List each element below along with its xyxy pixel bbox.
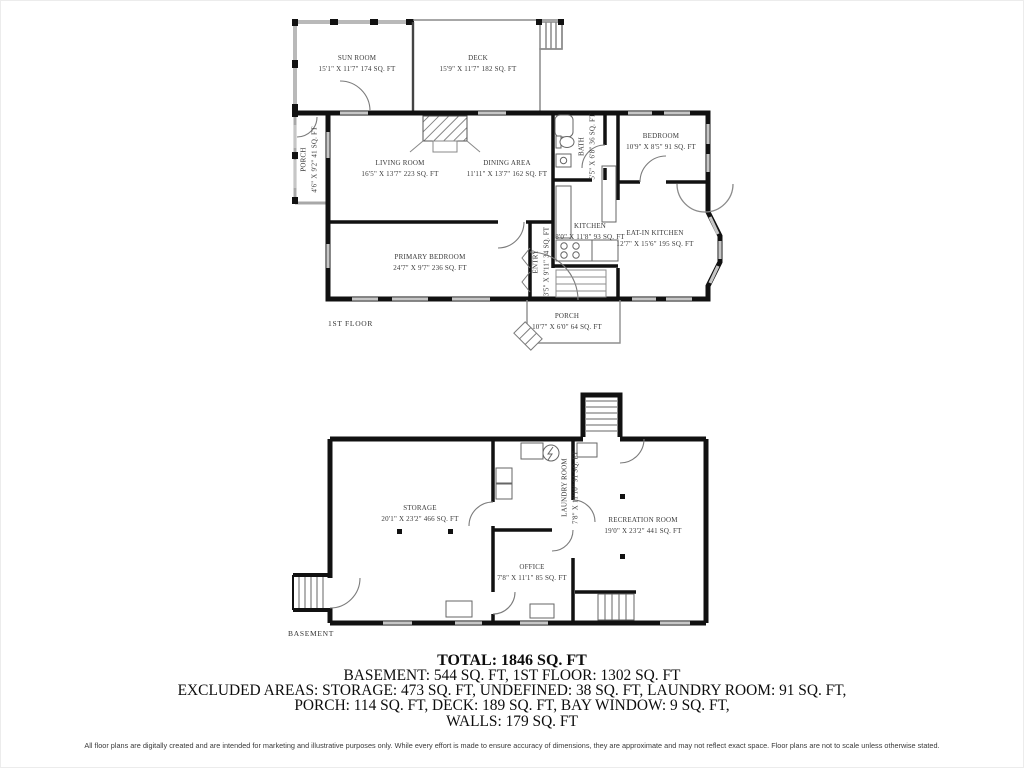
recreation-room-name: RECREATION ROOM [608,516,678,524]
room-label-storage [355,503,485,524]
bedroom-name: BEDROOM [642,132,680,140]
summary-excluded-3: WALLS: 179 SQ. FT [446,712,578,730]
front-porch-name: PORCH [554,312,580,320]
laundry-room-name: LAUNDRY ROOM [560,458,569,517]
room-label-side-porch [299,95,320,225]
electrical-panel-icon [543,445,559,461]
bath-name: BATH [577,136,586,157]
kitchen-name: KITCHEN [573,222,607,230]
storage-dims: 20'1" X 23'2" 466 SQ. FT [381,514,459,523]
eat-in-kitchen-dims: 12'7" X 15'6" 195 SQ. FT [616,239,694,248]
side-porch-dims: 4'6" X 9'2" 41 SQ. FT [310,126,318,193]
basement-exterior-stairs [293,575,330,610]
deck-dims: 15'9" X 11'7" 182 SQ. FT [439,64,517,73]
primary-bedroom-dims: 24'7" X 9'7" 236 SQ. FT [393,263,467,272]
summary-total: TOTAL: 1846 SQ. FT [437,652,587,669]
kitchen-dims: 8'0" X 11'8" 93 SQ. FT [555,232,625,241]
sun-room-name: SUN ROOM [337,54,377,62]
side-porch-name: PORCH [299,147,308,172]
room-label-front-porch [502,311,632,332]
bulkhead-stairs [586,401,617,431]
front-porch-dims: 10'7" X 6'0" 64 SQ. FT [532,322,602,331]
dryer [496,484,512,499]
room-label-deck [413,53,543,74]
first-floor-caption: 1ST FLOOR [328,319,374,328]
living-room-name: LIVING ROOM [375,159,425,167]
laundry-appliance [521,443,543,459]
rec-room-stairs [598,594,634,620]
bath-dims: 5'5" X 6'8" 36 SQ. FT [588,113,596,180]
washer [496,468,512,483]
area-summary [0,653,1024,729]
entry-dims: 3'5" X 9'11" 34 SQ. FT [542,226,550,297]
room-label-entry [531,197,552,327]
toilet-bowl [560,137,574,148]
electrical-bolt-icon [548,447,553,460]
bathtub [555,115,573,137]
deck-name: DECK [468,54,488,62]
entry-name: ENTRY [531,249,540,274]
room-label-office [467,562,597,583]
room-label-bath [577,82,598,212]
eat-in-kitchen-name: EAT-IN KITCHEN [626,229,684,237]
office-dims: 7'8" X 11'1" 85 SQ. FT [497,573,567,582]
disclaimer-text: All floor plans are digitally created and are intended for marketing and illustrative purposes only. While every effort is made to ensure accuracy of dimensions, they are approximate and may not reflect exact space. Floor plans are not to scale unless otherwise stated. [84,741,940,750]
dining-area-name: DINING AREA [483,159,531,167]
primary-bedroom-name: PRIMARY BEDROOM [394,253,466,261]
summary-floors: BASEMENT: 544 SQ. FT, 1ST FLOOR: 1302 SQ. FT [343,667,681,684]
office-name: OFFICE [519,563,545,571]
stairs-to-basement [556,270,606,297]
summary-excluded-1: EXCLUDED AREAS: STORAGE: 473 SQ. FT, UNDEFINED: 38 SQ. FT, LAUNDRY ROOM: 91 SQ. FT, [177,682,847,700]
room-label-eat-in-kitchen [590,228,720,249]
dining-area-dims: 11'11" X 13'7" 162 SQ. FT [466,169,548,178]
recreation-room-dims: 19'0" X 23'2" 441 SQ. FT [604,526,682,535]
staircase-main [410,116,480,152]
room-label-dining-area [442,158,572,179]
storage-name: STORAGE [403,504,437,512]
basement-caption: BASEMENT [288,629,335,638]
bedroom-dims: 10'9" X 8'5" 91 SQ. FT [626,142,696,151]
summary-excluded-2: PORCH: 114 SQ. FT, DECK: 189 SQ. FT, BAY WINDOW: 9 SQ. FT, [294,697,730,715]
laundry-room-dims: 7'8" X 11'10" 91 SQ. FT [571,450,579,525]
sun-room-dims: 15'1" X 11'7" 174 SQ. FT [318,64,396,73]
room-label-primary-bedroom [365,252,495,273]
bow-window-arc [677,184,733,212]
room-label-sun-room [292,53,422,74]
laundry-fixtures [496,443,559,499]
room-label-bedroom [596,131,726,152]
room-label-recreation-room [578,515,708,536]
living-room-dims: 16'5" X 13'7" 223 SQ. FT [361,169,439,178]
